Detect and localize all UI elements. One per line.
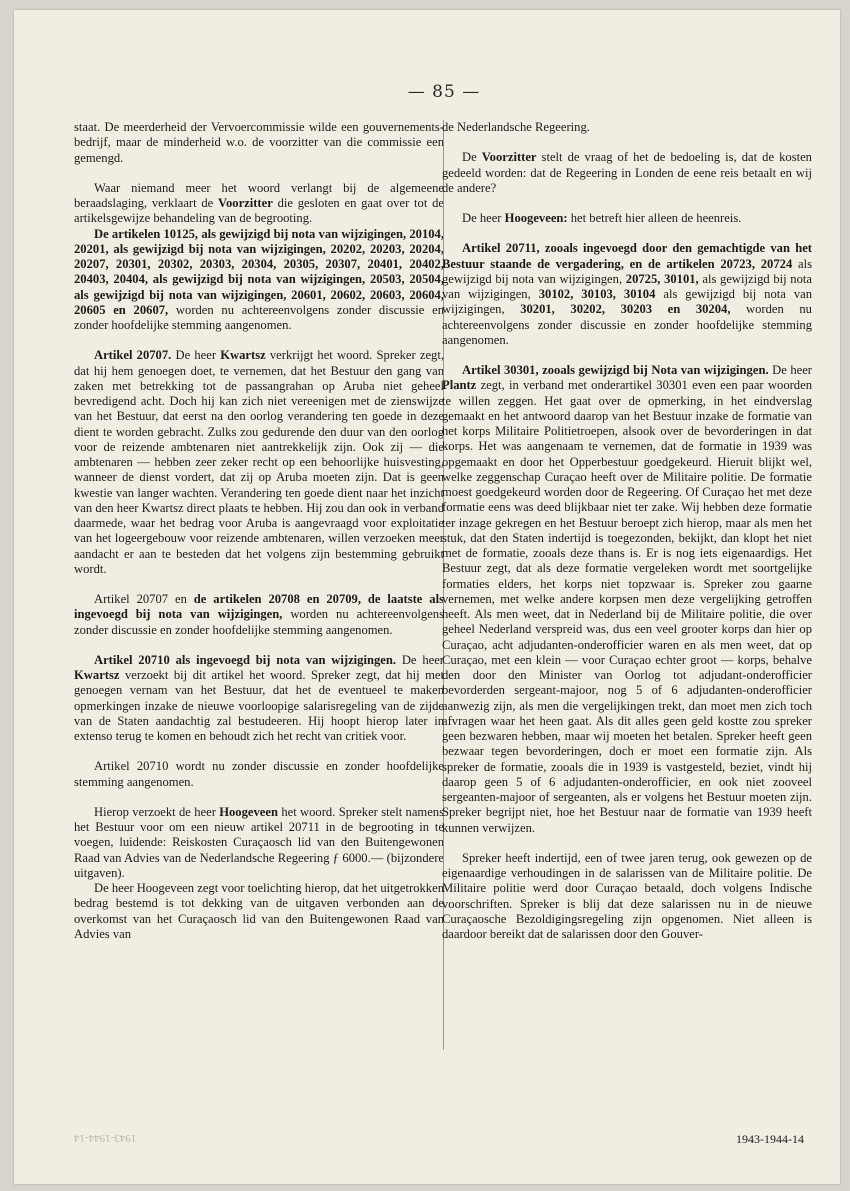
text-run: zegt, in verband met onderartikel 30301 even een paar woorden te willen zeggen. Het gaat over de opmerking, in het eindverslag gemaakt en het antwoord daarop van het Bestuur inzake de formatie van het korps Militaire Politietroepen, alsook over de bevorderingen in dat korps. Het was aangenaam te vernemen, dat de formatie in 1939 was opgemaakt en door het Opperbestuur goedgekeurd. Hieruit blijkt wel, welke zeggenschap Curaçao heeft over de Militaire politie. De formatie moest goedgekeurd worden door de Regeering. Of Curaçao het met deze formatie eens was deed blijkbaar niet ter zake. Wij hebben deze formatie ter inzage gekregen en het Bestuur beroept zich hierop, maar als men het stuk, dat den Staten indertijd is toegezonden, bekijkt, dan klopt het niet met de formatie, zooals deze thans is. Er is nog iets eigenaardigs. Het Bestuur zegt, dat als deze formatie vergeleken wordt met soortgelijke formaties elders, het korps niet topzwaar is. Spreker zou gaarne vernemen, met welke andere korpsen men deze vergelijking getroffen heeft. Als men weet, dat in Nederland bij de Militaire politie, die over geheel Nederland verspreid was, dus een veel grooter korps dan hier op Curaçao, acht adjudanten-onderofficier waren en als men weet, dat op Curaçao, met een klein — voor Curaçao echter groot — korps, behalve den door den Minister van Oorlog tot adjudant-onderofficier bevorderden sergeant-majoor, nog 5 of 6 adjudanten-onderofficier aanwezig zijn, als men die vergelijkingen trekt, dan moet men zich toch afvragen waar het heen gaat. Als dit alles geen geld kostte zou spreker geen bezwaren hebben, maar wij moeten het betalen. Spreker heeft geen bezwaar tegen bevorderingen, doch er moet een formatie zijn. Als spreker de formatie, zooals die in 1939 is vastgesteld, beziet, vindt hij daarop geen 5 of 6 adjudanten-onderofficier, en ook niet zooveel sergeanten-majoor of sergeanten, als er volgens het Bestuur moeten zijn. Spreker begrijpt niet, hoe het Bestuur naar de formatie van 1939 heeft kunnen verwijzen.: [442, 378, 812, 835]
text-run: worden nu achtereenvolgens zonder discussie en zonder hoofdelijke stemming aangenomen.: [74, 302, 444, 332]
bold-text: 30102, 30103, 30104: [538, 287, 656, 301]
paragraph: [74, 348, 444, 577]
footer-code: 1943-1944-14: [736, 1132, 804, 1146]
text-run: De: [462, 150, 482, 165]
bold-text: Artikel 20711, zooals ingevoegd door den gemachtigde van het Bestuur staande de vergadering, en de artikelen 20723, 20724: [442, 241, 812, 271]
paragraph: [442, 120, 812, 135]
text-run: Hierop verzoekt de heer: [94, 804, 220, 819]
bold-text: Voorzitter: [481, 150, 537, 165]
text-run: Artikel 20710 wordt nu zonder discussie en zonder hoofdelijke stemming aangenomen.: [74, 759, 444, 789]
bold-text: Kwartsz: [220, 348, 266, 363]
page-number: — 85 —: [407, 82, 481, 102]
text-run: De heer: [462, 211, 505, 225]
bold-text: De artikelen 10125, als gewijzigd bij nota van wijzigingen, 20104, 20201, als gewijzigd bij nota van wijzigingen, 20202, 20203, 20204, 20207, 20301, 20302, 20303, 20304, 20305, 20307, 20401, 20402, 20403, 20404, als gewijzigd bij nota van wijzigingen, 20503, 20504, als gewijzigd bij nota van wijzigingen, 20601, 20602, 20603, 20604, 20605 en 20607,: [74, 226, 444, 317]
right-column: [442, 120, 812, 942]
paragraph: [74, 181, 444, 227]
paragraph: [74, 805, 444, 881]
text-run: Artikel 20707 en: [94, 592, 194, 606]
paragraph: [442, 851, 812, 943]
paragraph: [442, 211, 812, 226]
paragraph: [74, 653, 444, 745]
bold-text: Artikel 20710 als ingevoegd bij nota van wijzigingen.: [94, 652, 397, 667]
faded-stamp: 1943-1944-14: [74, 1132, 137, 1144]
document-page: [14, 10, 840, 1184]
bold-text: Hoogeveen:: [504, 211, 568, 225]
text-run: Spreker heeft indertijd, een of twee jaren terug, ook gewezen op de eigenaardige verhoudingen in de salarissen van de Militaire politie. De Militaire politie werd door Curaçao betaald, doch volgens Indische voorschriften. Spreker is blij dat deze salarissen nu in de nieuwe Curaçaosche Bezoldigingsregeling zijn opgenomen. Niet alleen is daardoor bereikt dat de salarissen door den Gouver-: [442, 850, 812, 941]
bold-text: de artikelen 20708 en 20709, de laatste als ingevoegd bij nota van wijzigingen,: [74, 592, 444, 622]
bold-text: 20725, 30101,: [625, 271, 699, 286]
text-run: het woord. Spreker stelt namens het Bestuur voor om een nieuw artikel 20711 in de begrooting in te voegen, luidende: Reiskosten Curaçaosch lid van den Buitengewonen Raad van Advies van de Nederlandsche Regeering ƒ 6000.— (bijzondere uitgaven).: [74, 804, 444, 880]
bold-text: Plantz: [442, 378, 477, 393]
text-run: de Nederlandsche Regeering.: [442, 120, 590, 134]
text-run: die gesloten en gaat over tot de artikelsgewijze behandeling van de begrooting.: [74, 196, 444, 226]
bold-text: 30201, 30202, 30203 en 30204,: [520, 302, 731, 317]
text-run: De heer: [768, 363, 812, 377]
bold-text: Voorzitter: [218, 196, 273, 210]
paragraph: [442, 241, 812, 348]
paragraph: [74, 227, 444, 334]
text-run: als gewijzigd bij nota van wijzigingen,: [442, 271, 812, 301]
text-run: De heer Hoogeveen zegt voor toelichting hierop, dat het uitgetrokken bedrag bestemd is tot dekking van de uitgaven verbonden aan de overkomst van het Curaçaosch lid van den Buitengewonen Raad van Advies van: [74, 881, 444, 941]
text-run: Waar niemand meer het woord verlangt bij de algemeene beraadslaging, verklaart de: [74, 180, 444, 210]
text-run: worden nu achtereenvolgens zonder discussie en zonder hoofdelijke stemming aangenomen.: [442, 302, 812, 347]
bold-text: Artikel 20707.: [94, 348, 172, 363]
text-run: verkrijgt het woord. Spreker zegt, dat hij hem genoegen doet, te vernemen, dat het Bestuur den gang van zaken met betrekking tot de passangrahan op Aruba niet geheel bevredigend acht. Doch hij kan zich niet vereenigen met de zienswijze van het Bestuur, dat eerst na den oorlog verandering ten goede in deze dient te worden gebracht. Zulks zou gedurende den duur van den oorlog voor de reizende ambtenaren niet aantrekkelijk zijn. Ook zij — die ambtenaren — hebben zeer zeker recht op een behoorlijke huisvesting, wanneer de dienst vordert, dat zij op Aruba moeten zijn. Dat is geen kwestie van langer wachten. Verandering ten goede dient naar het inzicht van den heer Kwartsz direct plaats te hebben. Hij zou dan ook in verband daarmede, waar het bedrag voor Aruba is aangevraagd voor exploitatie van het logeergebouw voor reizende ambtenaren, willen verzoeken meer aandacht er aan te besteden dat het volgens zijn bestemming gebruikt wordt.: [74, 348, 444, 576]
text-run: het betreft hier alleen de heenreis.: [567, 211, 742, 225]
left-column: [74, 120, 444, 942]
bold-text: Kwartsz: [74, 668, 120, 682]
text-run: als gewijzigd bij nota van wijzigingen,: [442, 256, 813, 286]
text-run: staat. De meerderheid der Vervoercommissie wilde een gouvernements-bedrijf, maar de minderheid w.o. de voorzitter van die commissie een gemengd.: [74, 120, 444, 165]
text-run: verzoekt bij dit artikel het woord. Spreker zegt, dat hij met genoegen vernam van het Bestuur, dat het de eventueel te maken opmerkingen inzake de nieuwe voorloopige salarisregeling van de zijde van de Staten aandachtig zal bestudeeren. Hij hoopt hierop later in extenso terug te komen en behoudt zich het recht van critiek voor.: [74, 668, 444, 743]
text-run: stelt de vraag of het de bedoeling is, dat de kosten gedeeld worden: dat de Regeering in Londen de eene reis betaalt en wij de andere?: [442, 150, 812, 195]
text-run: als gewijzigd bij nota van wijzigingen,: [442, 287, 812, 317]
paragraph: [74, 120, 444, 166]
paragraph: [74, 592, 444, 638]
bold-text: Hoogeveen: [219, 804, 278, 819]
paragraph: [442, 363, 812, 836]
text-run: De heer: [171, 348, 221, 363]
bold-text: Artikel 30301, zooals gewijzigd bij Nota van wijzigingen.: [462, 363, 769, 377]
paragraph: [442, 150, 812, 196]
text-run: worden nu achtereenvolgens zonder discussie en zonder hoofdelijke stemming aangenomen.: [74, 607, 444, 637]
text-run: De heer: [396, 652, 444, 667]
paragraph: [74, 759, 444, 790]
paragraph: [74, 881, 444, 942]
